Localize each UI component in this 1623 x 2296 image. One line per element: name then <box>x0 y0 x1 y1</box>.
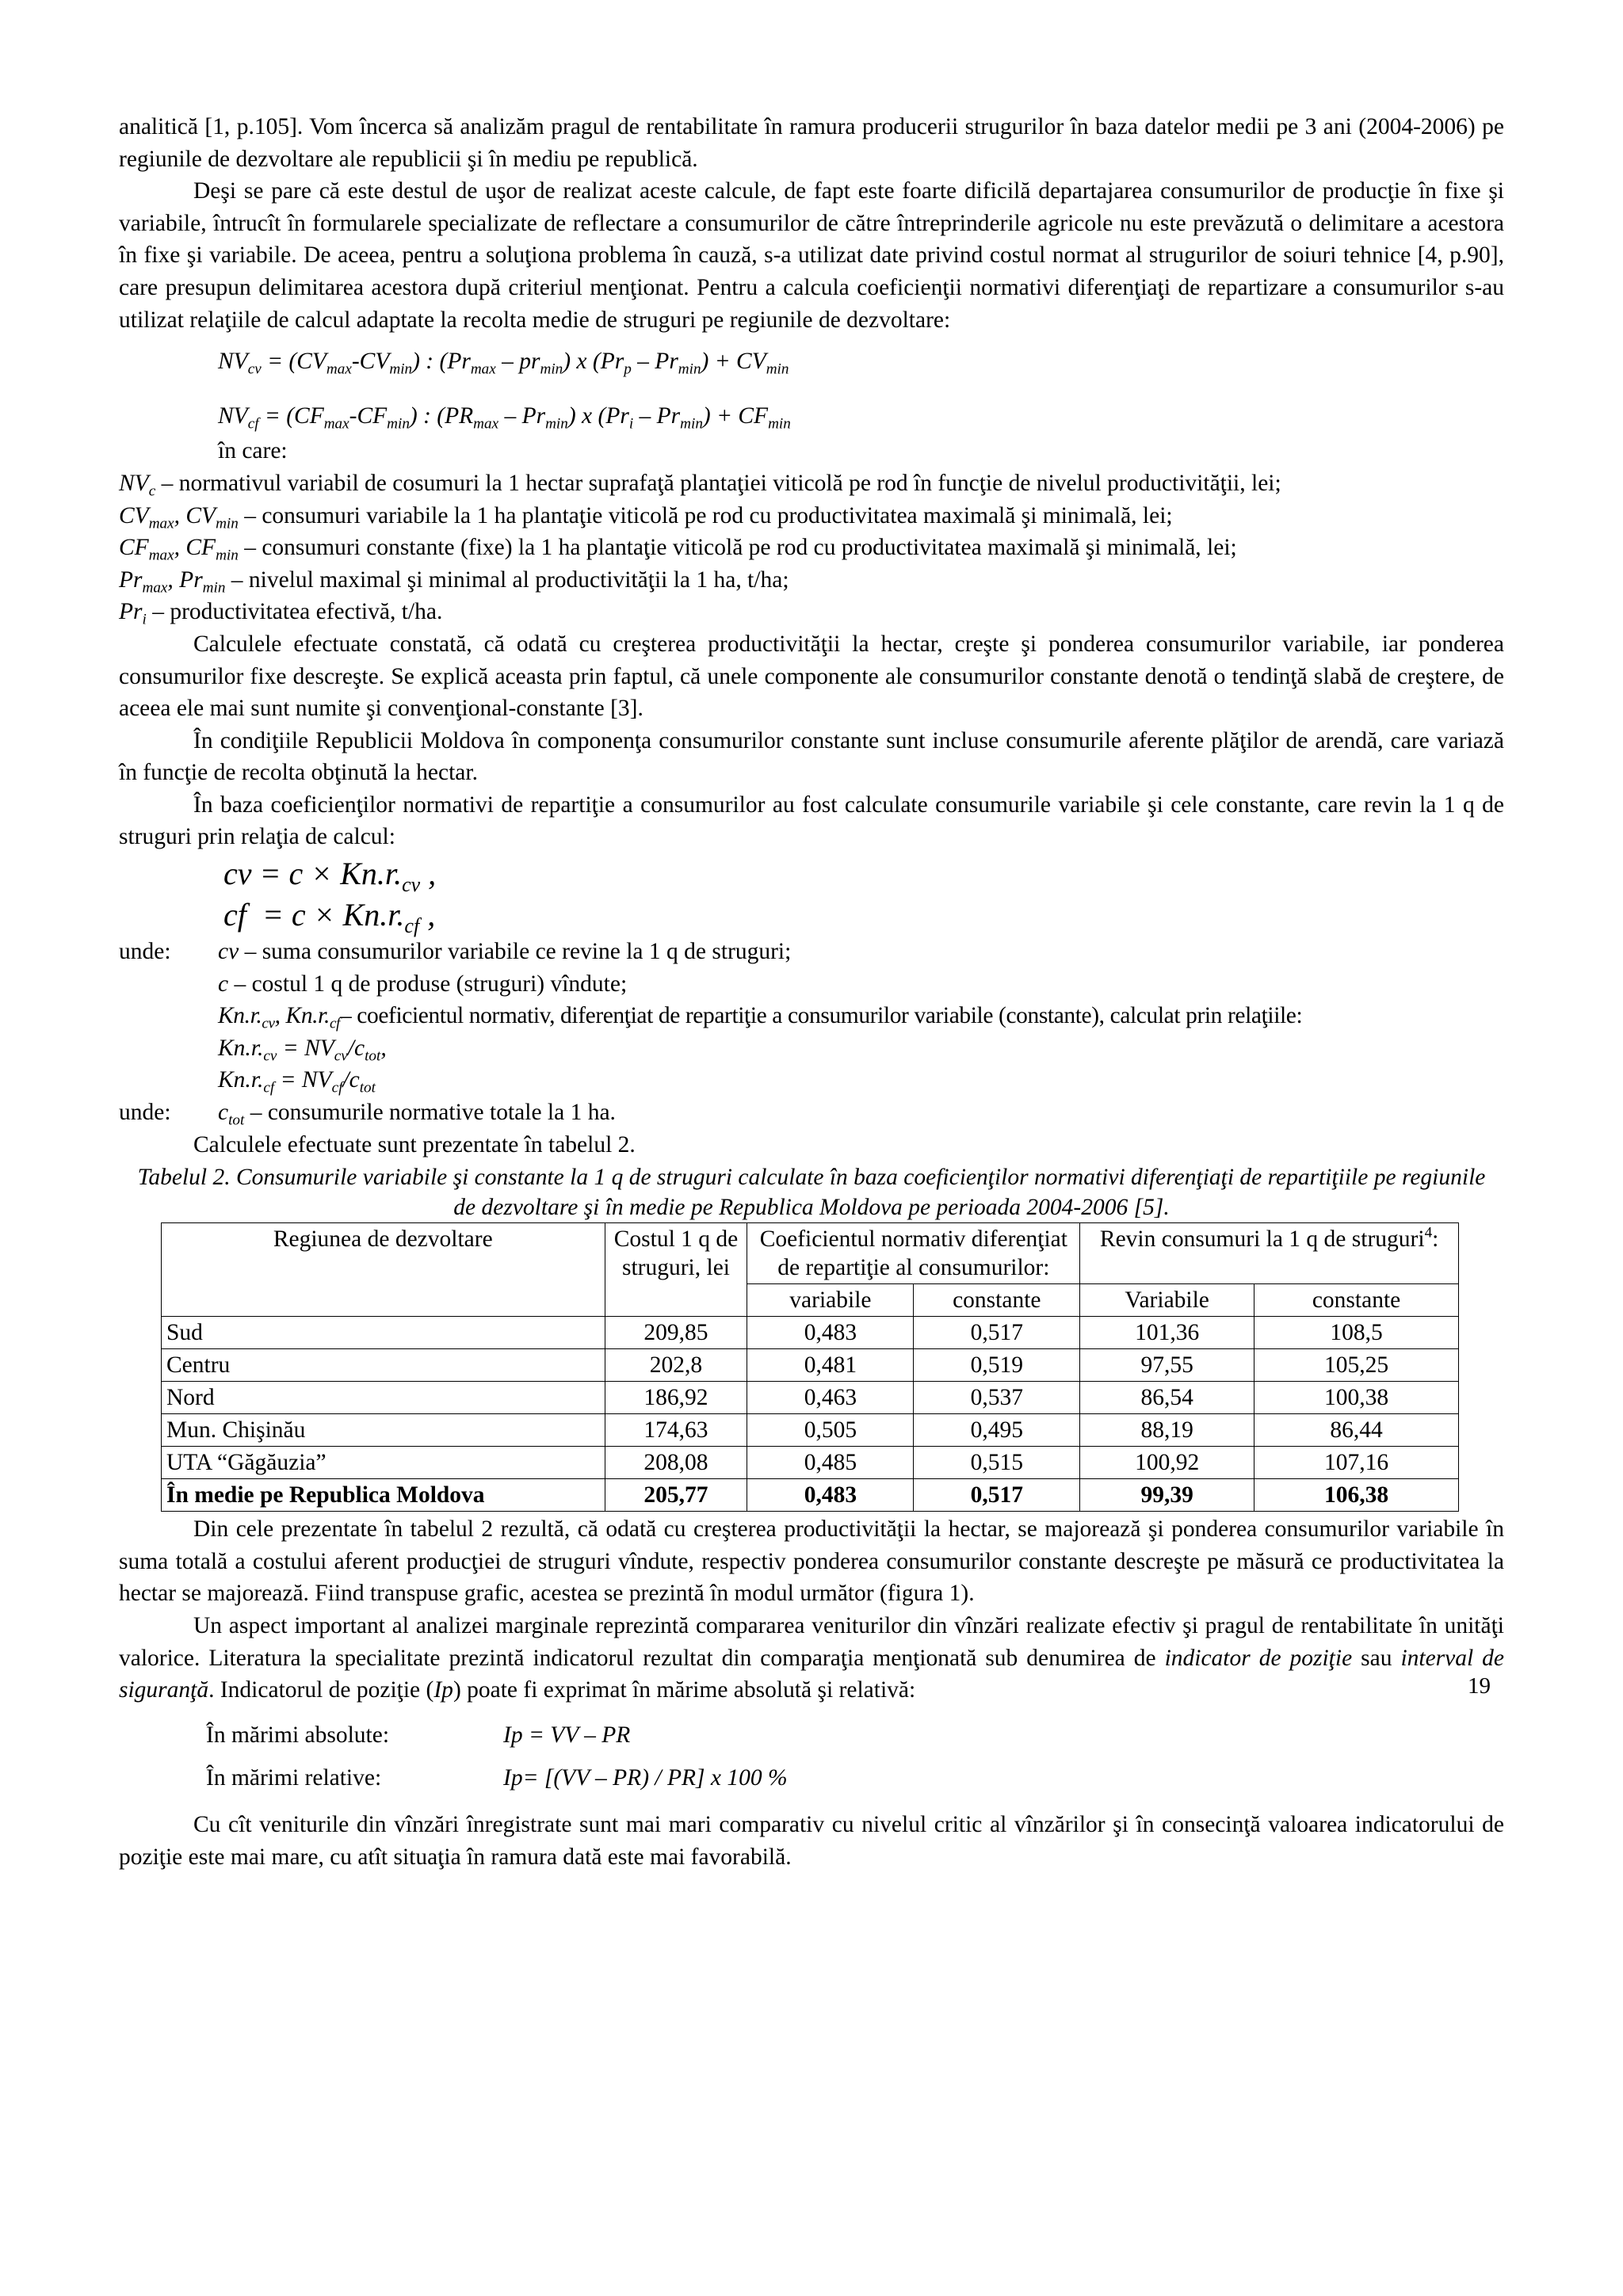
definition-item: c – costul 1 q de produse (struguri) vîndute; <box>218 971 628 997</box>
page-number: 19 <box>1468 1673 1491 1699</box>
header-coef: Coeficientul normativ diferenţiat de repartiţie al consumurilor: <box>747 1223 1080 1284</box>
definition-item: cv – suma consumurilor variabile ce revine la 1 q de struguri; <box>218 939 792 965</box>
definition-item: $Pr_{max}$, $Pr_{min}$ – nivelul maximal şi minimal al productivităţii la 1 ha, t/ha; <box>119 566 789 597</box>
definition-item: $Pr_i$ – productivitatea efectivă, t/ha. <box>119 599 443 629</box>
table-row: Mun. Chişinău 174,63 0,505 0,495 88,19 86,44 <box>162 1414 1459 1447</box>
formula-nvcv: $NV_{cv} = (CV_{max}-CV_{min})$ : $(Pr_{max} - pr_{min})$ x $(Pr_p - Pr_{min}) + CV_{min}$ <box>218 349 789 378</box>
paragraph: În condiţiile Republicii Moldova în componenţa consumurilor constante sunt incluse consumurile aferente plăţilor de arendă, care variază în funcţie de recolta obţinută la hectar. <box>119 727 1504 786</box>
paragraph: Din cele prezentate în tabelul 2 rezultă, că odată cu creşterea productivităţii la hectar, se majorează şi ponderea consumurilor variabile în suma totală a costului aferent producţiei de struguri vîndute, respectiv ponderea consumurilor constante descreşte pe măsură ce productivitatea la hectar se majorează. Fiind transpuse grafic, acestea se prezintă în modul următor (figura 1). <box>119 1516 1504 1607</box>
ip-absolute: În mărimi absolute: Ip = VV – PR <box>206 1722 631 1748</box>
header-variabile: variabile <box>747 1284 914 1317</box>
header-cost: Costul 1 q de struguri, lei <box>605 1223 747 1317</box>
table-row: Sud 209,85 0,483 0,517 101,36 108,5 <box>162 1317 1459 1349</box>
paragraph: Calculele efectuate constată, că odată cu creşterea productivităţii la hectar, creşte şi ponderea consumurilor variabile, iar ponderea consumurilor fixe descreşte. Se explică aceasta prin faptul, că unele componente ale consumurilor constante denotă o tendinţă slabă de creştere, de aceea ele mai sunt numite şi convenţional-constante [3]. <box>119 631 1504 722</box>
header-constante-2: constante <box>1254 1284 1459 1317</box>
formula-kncv: $Kn.r._{cv} = NV_{cv}/c_{tot}$, <box>218 1035 387 1065</box>
ip-relative: În mărimi relative: Ip= [(VV – PR) / PR] x 100 % <box>206 1765 788 1791</box>
header-variabile-2: Variabile <box>1080 1284 1254 1317</box>
definition-item: $Kn.r._{cv}$, $Kn.r._{cf}-$ coeficientul normativ, diferenţiat de repartiţie a consumurilor variabile (constante), calculat prin relaţiile: <box>218 1003 1303 1032</box>
paragraph: În baza coeficienţilor normativi de repartiţie a consumurilor au fost calculate consumurile variabile şi cele constante, care revin la 1 q de struguri prin relaţia de calcul: <box>119 791 1504 850</box>
table-row: UTA “Găgăuzia” 208,08 0,485 0,515 100,92 107,16 <box>162 1447 1459 1479</box>
in-care-label: în care: <box>218 438 288 464</box>
data-table <box>161 1222 1459 1512</box>
definition-item: $CV_{max}$, $CV_{min}$ – consumuri variabile la 1 ha plantaţie viticolă pe rod cu productivitatea maximală şi minimală, lei; <box>119 502 1173 532</box>
table-caption: Tabelul 2. Consumurile variabile şi constante la 1 q de struguri calculate în baza coeficienţilor normativi diferenţiaţi de repartiţiile pe regiunile de dezvoltare şi în medie pe Republica Moldova pe perioada 2004-2006 [5]. <box>137 1165 1486 1221</box>
table-row: Nord 186,92 0,463 0,537 86,54 100,38 <box>162 1382 1459 1414</box>
unde-label: unde: <box>119 1100 171 1126</box>
paragraph: analitică [1, p.105]. Vom încerca să analizăm pragul de rentabilitate în ramura producerii strugurilor în baza datelor medii pe 3 ani (2004-2006) pe regiunile de dezvoltare ale republicii şi în mediu pe republică. <box>119 114 1504 172</box>
paragraph: Un aspect important al analizei marginale reprezintă compararea veniturilor din vînzări realizate efectiv şi pragul de rentabilitate în unităţi valorice. Literatura la specialitate prezintă indicatorul rezultat din comparaţia menţionată sub denumirea de indicator de poziţie sau interval de siguranţă. Indicatorul de poziţie (Ip) poate fi exprimat în mărime absolută şi relativă: <box>119 1613 1505 1703</box>
paragraph: Calculele efectuate sunt prezentate în tabelul 2. <box>193 1131 636 1158</box>
definition-item: $c_{tot}$ – consumurile normative totale la 1 ha. <box>218 1100 616 1129</box>
header-region: Regiunea de dezvoltare <box>162 1223 605 1317</box>
definition-item: $NV_c$ – normativul variabil de cosumuri la 1 hectar suprafaţă plantaţiei viticolă pe rod în funcţie de nivelul productivităţii, lei; <box>119 470 1281 500</box>
formula-cv: cv = $c \times Kn.r._{cv}$ , <box>223 856 437 897</box>
article-body <box>119 111 1504 1873</box>
formula-kncf: $Kn.r._{cf} = NV_{cf}/c_{tot}$ <box>218 1067 376 1097</box>
formula-cf: cf = $c \times Kn.r._{cf}$ , <box>223 897 436 938</box>
paragraph: Deşi se pare că este destul de uşor de realizat aceste calcule, de fapt este foarte dificilă departajarea consumurilor de producţie în fixe şi variabile, întrucît în formularele specializate de reflectare a consumurilor de către întreprinderile agricole nu este prevăzută o delimitare a acestora în fixe şi variabile. De aceea, pentru a soluţiona problema în cauză, s-a utilizat date privind costul normat al strugurilor de soiuri tehnice [4, p.90], care presupun delimitarea acestora după criteriul menţionat. Pentru a calcula coeficienţii normativi diferenţiaţi de repartizare a consumurilor s-au utilizat relaţiile de calcul adaptate la recolta medie de struguri pe regiunile de dezvoltare: <box>119 178 1504 333</box>
header-revin: Revin consumuri la 1 q de struguri$^4$: <box>1080 1223 1459 1284</box>
unde-row <box>119 1097 1504 1129</box>
header-constante: constante <box>914 1284 1080 1317</box>
formula-nvcf: $NV_{cf} = (CF_{max}-CF_{min})$ : $(PR_{max} - Pr_{min})$ x $(Pr_i - Pr_{min}) + CF_{min}$ <box>218 402 791 433</box>
paragraph: Cu cît veniturile din vînzări înregistrate sunt mai mari comparativ cu nivelul critic al vînzărilor şi în consecinţă valoarea indicatorului de poziţie este mai mare, cu atît situaţia în ramura dată este mai favorabilă. <box>119 1811 1504 1870</box>
unde-row <box>119 936 1504 968</box>
table-row: Centru 202,8 0,481 0,519 97,55 105,25 <box>162 1349 1459 1382</box>
definitions <box>119 467 1504 628</box>
definition-item: $CF_{max}$, $CF_{min}$ – consumuri constante (fixe) la 1 ha plantaţie viticolă pe rod cu productivitatea maximală şi minimală, lei; <box>119 535 1237 564</box>
table-row-total: În medie pe Republica Moldova 205,77 0,483 0,517 99,39 106,38 <box>162 1479 1459 1512</box>
unde-label: unde: <box>119 939 171 965</box>
